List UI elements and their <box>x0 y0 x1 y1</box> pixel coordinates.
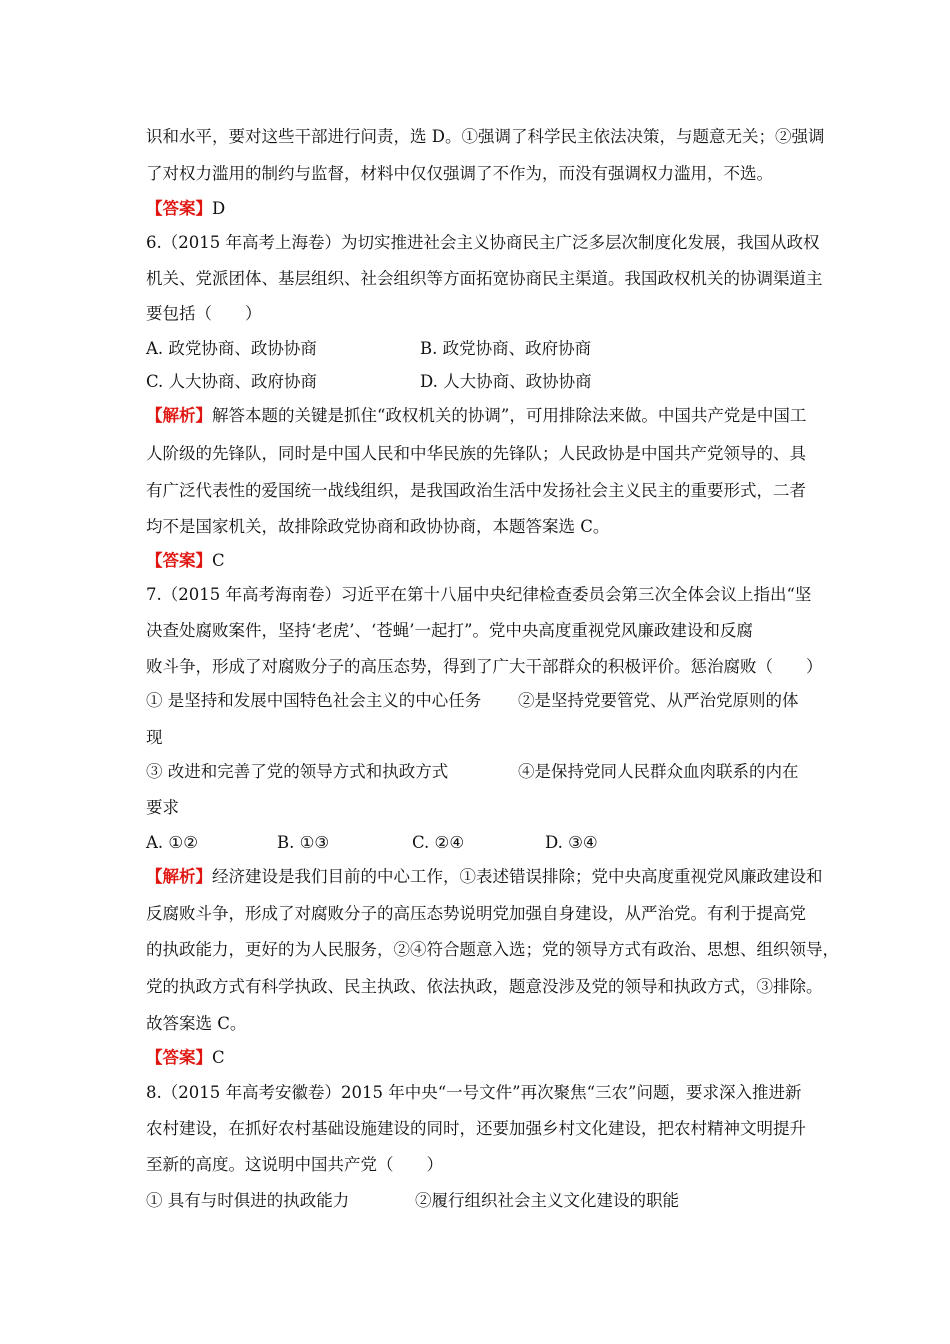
q7-option-c: C. ②④ <box>412 833 465 852</box>
q6-option-d: D. 人大协商、政协协商 <box>420 372 592 391</box>
q6-analysis-line-4: 均不是国家机关，故排除政党协商和政协协商，本题答案选 C。 <box>146 517 610 536</box>
answer-tag: 【答案】 <box>146 1048 212 1067</box>
analysis-text: 解答本题的关键是抓住“政权机关的协调”，可用排除法来做。中国共产党是中国工 <box>212 406 807 425</box>
answer-tag: 【答案】 <box>146 199 212 218</box>
q7-option-a: A. ①② <box>146 833 198 852</box>
q7-item-1: ① 是坚持和发展中国特色社会主义的中心任务 <box>146 691 482 710</box>
q7-analysis-line-5: 故答案选 C。 <box>146 1014 247 1033</box>
q6-stem-line-1: 6.（2015 年高考上海卷）为切实推进社会主义协商民主广泛多层次制度化发展，我国从政权 <box>146 233 820 252</box>
q5-explanation-line-2: 了对权力滥用的制约与监督，材料中仅仅强调了不作为，而没有强调权力滥用，不选。 <box>146 164 773 183</box>
q5-answer <box>146 198 814 220</box>
q8-item-1: ① 具有与时俱进的执政能力 <box>146 1191 350 1210</box>
q6-analysis-line-2: 人阶级的先锋队，同时是中国人民和中华民族的先锋队；人民政协是中国共产党领导的、具 <box>146 444 806 463</box>
q8-item-2: ②履行组织社会主义文化建设的职能 <box>415 1191 679 1210</box>
q6-option-c: C. 人大协商、政府协商 <box>146 372 318 391</box>
q7-answer <box>146 1047 814 1069</box>
answer-value: C <box>212 551 225 570</box>
q7-item-2-continued: 现 <box>146 728 163 747</box>
q7-stem-line-3: 败斗争，形成了对腐败分子的高压态势，得到了广大干部群众的积极评价。惩治腐败（ ） <box>146 657 823 676</box>
q6-stem-line-3: 要包括（ ） <box>146 304 262 323</box>
q5-explanation-line-1: 识和水平，要对这些干部进行问责，选 D。①强调了科学民主依法决策，与题意无关；②强调 <box>146 127 825 146</box>
answer-value: C <box>212 1048 225 1067</box>
analysis-tag: 【解析】 <box>146 406 212 425</box>
q7-option-b: B. ①③ <box>277 833 330 852</box>
q6-option-a: A. 政党协商、政协协商 <box>146 339 317 358</box>
q7-analysis-line-1 <box>146 866 823 888</box>
q6-answer <box>146 550 814 572</box>
q7-analysis-line-2: 反腐败斗争，形成了对腐败分子的高压态势说明党加强自身建设，从严治党。有利于提高党 <box>146 904 806 923</box>
q7-item-4: ④是保持党同人民群众血肉联系的内在 <box>518 762 799 781</box>
q7-analysis-line-3: 的执政能力，更好的为人民服务，②④符合题意入选；党的领导方式有政治、思想、组织领导， <box>146 940 839 959</box>
q7-item-2: ②是坚持党要管党、从严治党原则的体 <box>518 691 799 710</box>
q7-option-d: D. ③④ <box>545 833 598 852</box>
q7-stem-line-1: 7.（2015 年高考海南卷）习近平在第十八届中央纪律检查委员会第三次全体会议上指出“坚 <box>146 585 812 604</box>
answer-tag: 【答案】 <box>146 551 212 570</box>
q6-stem-line-2: 机关、党派团体、基层组织、社会组织等方面拓宽协商民主渠道。我国政权机关的协调渠道主 <box>146 269 823 288</box>
q6-analysis-line-1 <box>146 405 814 427</box>
q8-stem-line-1: 8.（2015 年高考安徽卷）2015 年中央“一号文件”再次聚焦“三农”问题，要求深入推进新 <box>146 1083 802 1102</box>
q7-item-3: ③ 改进和完善了党的领导方式和执政方式 <box>146 762 449 781</box>
q6-option-b: B. 政党协商、政府协商 <box>420 339 592 358</box>
q8-stem-line-2: 农村建设，在抓好农村基础设施建设的同时，还要加强乡村文化建设，把农村精神文明提升 <box>146 1119 806 1138</box>
q7-analysis-line-4: 党的执政方式有科学执政、民主执政、依法执政，题意没涉及党的领导和执政方式，③排除。 <box>146 977 823 996</box>
q6-analysis-line-3: 有广泛代表性的爱国统一战线组织，是我国政治生活中发扬社会主义民主的重要形式，二者 <box>146 481 806 500</box>
q7-item-4-continued: 要求 <box>146 798 179 817</box>
q8-stem-line-3: 至新的高度。这说明中国共产党（ ） <box>146 1155 443 1174</box>
q7-stem-line-2: 决查处腐败案件，坚持‘老虎’、‘苍蝇’一起打”。党中央高度重视党风廉政建设和反腐 <box>146 621 753 640</box>
analysis-text: 经济建设是我们目前的中心工作，①表述错误排除；党中央高度重视党风廉政建设和 <box>212 867 823 886</box>
analysis-tag: 【解析】 <box>146 867 212 886</box>
answer-value: D <box>212 199 226 218</box>
